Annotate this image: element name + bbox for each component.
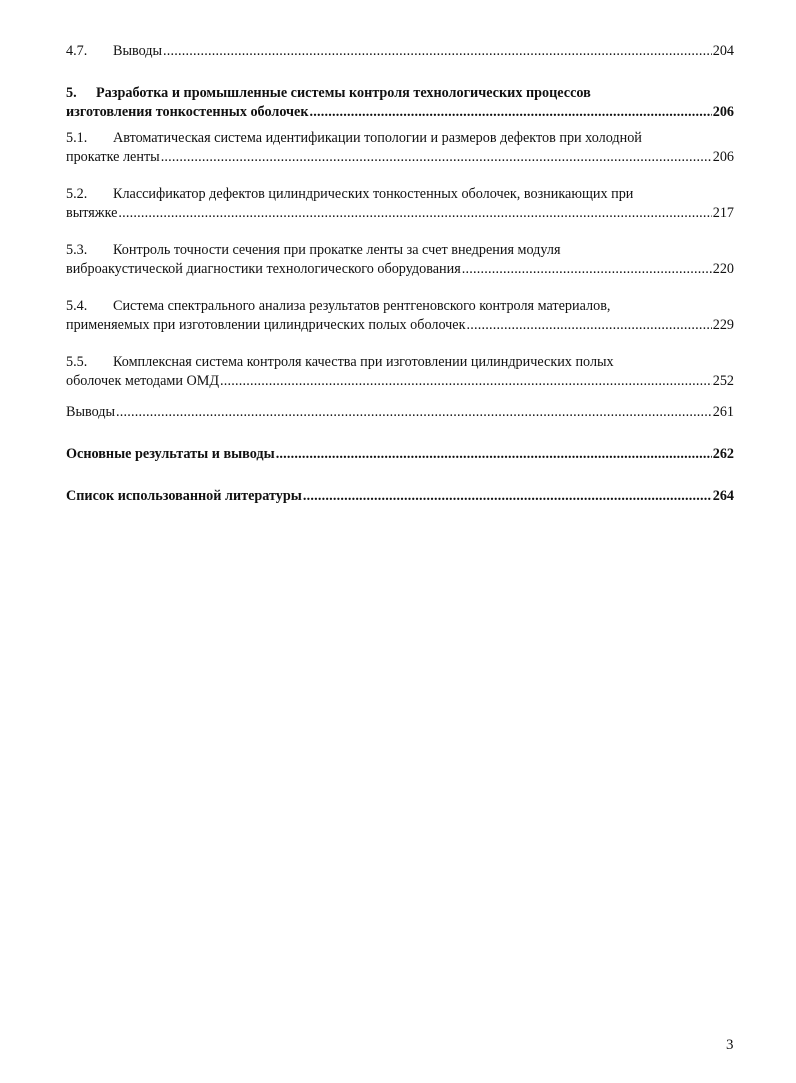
toc-entry-page: 204	[712, 43, 734, 59]
toc-entry-page: 229	[712, 317, 734, 333]
toc-entry-title-line1: Автоматическая система идентификации топологии и размеров дефектов при холодной	[113, 130, 642, 146]
dot-leader	[163, 42, 712, 61]
toc-line	[66, 129, 734, 148]
toc-line	[66, 84, 734, 103]
toc-entry-5-3	[66, 241, 734, 279]
toc-entry-title-line2: вытяжке	[66, 205, 118, 221]
toc-entry-5-conclusions	[66, 403, 734, 422]
toc-entry-page: 264	[712, 488, 734, 504]
dot-leader	[161, 148, 712, 167]
dot-leader	[116, 403, 712, 422]
toc-entry-number: 5.	[66, 85, 77, 101]
dot-leader	[310, 103, 712, 122]
toc-entry-title-line2: оболочек методами ОМД	[66, 373, 220, 389]
toc-entry-number: 5.1.	[66, 130, 88, 146]
dot-leader	[462, 260, 712, 279]
toc-line	[66, 403, 734, 422]
toc-line	[66, 487, 734, 506]
toc-line	[66, 445, 734, 464]
toc-line	[66, 148, 734, 167]
toc-line	[66, 103, 734, 122]
toc-entry-number: 5.5.	[66, 354, 88, 370]
toc-entry-references	[66, 487, 734, 506]
toc-entry-number: 5.4.	[66, 298, 88, 314]
toc-entry-page: 217	[712, 205, 734, 221]
dot-leader	[118, 204, 711, 223]
toc-entry-number: 5.2.	[66, 186, 88, 202]
toc-entry-title-line2: изготовления тонкостенных оболочек	[66, 104, 309, 120]
toc-entry-page: 262	[712, 446, 734, 462]
toc-entry-4-7	[66, 42, 734, 61]
toc-entry-title-line1: Контроль точности сечения при прокатке ленты за счет внедрения модуля	[113, 242, 561, 258]
toc-entry-5	[66, 84, 734, 122]
page-number: 3	[726, 1037, 734, 1053]
dot-leader	[303, 487, 712, 506]
toc-entry-title-line1: Комплексная система контроля качества при изготовлении цилиндрических полых	[113, 354, 614, 370]
toc-line	[66, 372, 734, 391]
dot-leader	[220, 372, 712, 391]
toc-entry-number: 4.7.	[66, 43, 88, 59]
toc-entry-title: Выводы	[66, 404, 116, 420]
toc-entry-page: 261	[712, 404, 734, 420]
toc-entry-5-4	[66, 297, 734, 335]
dot-leader	[467, 316, 712, 335]
toc-entry-title-line2: применяемых при изготовлении цилиндрических полых оболочек	[66, 317, 466, 333]
toc-entry-title-line1: Система спектрального анализа результатов рентгеновского контроля материалов,	[113, 298, 611, 314]
toc-entry-page: 206	[712, 149, 734, 165]
toc-entry-title-line2: прокатке ленты	[66, 149, 160, 165]
toc-entry-5-2	[66, 185, 734, 223]
toc-entry-number: 5.3.	[66, 242, 88, 258]
toc-entry-5-5	[66, 353, 734, 391]
toc-entry-title: Выводы	[113, 43, 163, 59]
toc-entry-page: 220	[712, 261, 734, 277]
toc-entry-title-line1: Классификатор дефектов цилиндрических тонкостенных оболочек, возникающих при	[113, 186, 634, 202]
toc-line	[66, 204, 734, 223]
toc-line	[66, 353, 734, 372]
toc-line	[66, 42, 734, 61]
toc-entry-title-line2: виброакустической диагностики технологического оборудования	[66, 261, 461, 277]
toc-line	[66, 316, 734, 335]
toc-entry-title: Основные результаты и выводы	[66, 446, 275, 462]
toc-entry-5-1	[66, 129, 734, 167]
toc-entry-title-line1: Разработка и промышленные системы контроля технологических процессов	[96, 85, 591, 101]
toc-line	[66, 297, 734, 316]
toc-line	[66, 260, 734, 279]
dot-leader	[276, 445, 712, 464]
toc-entry-results	[66, 445, 734, 464]
toc-line	[66, 185, 734, 204]
toc-entry-title: Список использованной литературы	[66, 488, 302, 504]
table-of-contents	[66, 42, 734, 506]
toc-line	[66, 241, 734, 260]
toc-entry-page: 206	[712, 104, 734, 120]
toc-entry-page: 252	[712, 373, 734, 389]
